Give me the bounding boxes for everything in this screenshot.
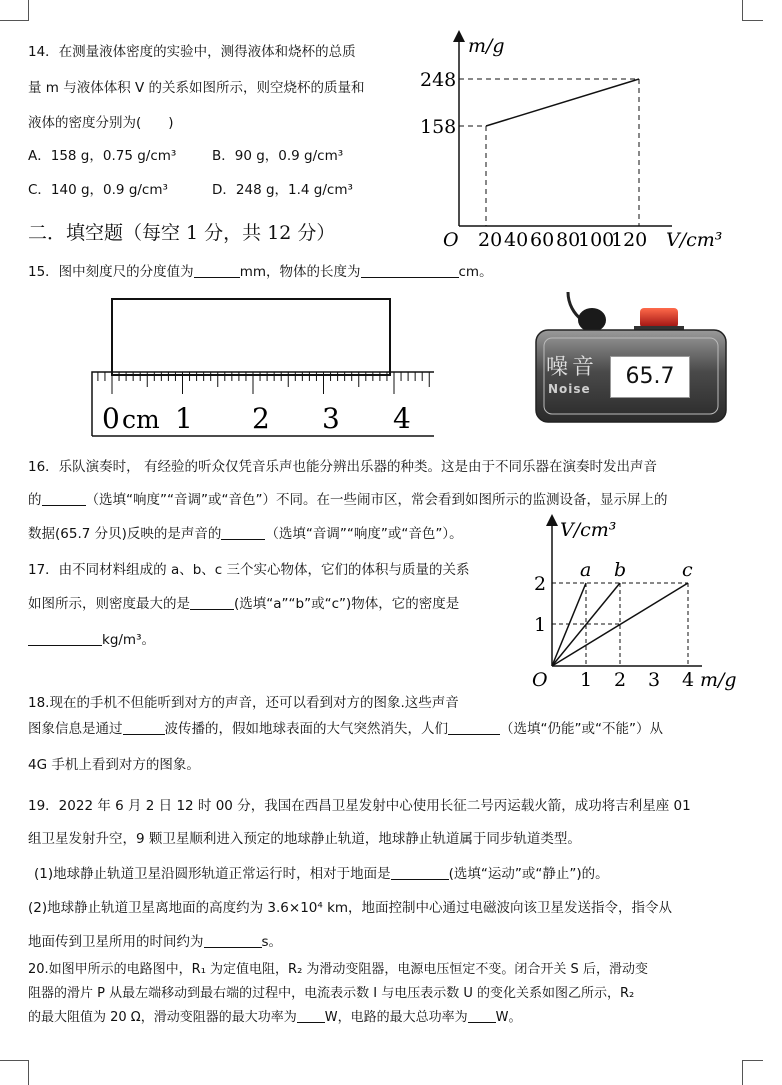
q19-part2-line2 xyxy=(28,932,282,952)
x-tick-120: 120 xyxy=(611,229,648,251)
y-axis-label: V/cm³ xyxy=(560,519,617,541)
q19-line1: 19．2022 年 6 月 2 日 12 时 00 分，我国在西昌卫星发射中心使用长征二号丙运载火箭，成功将吉利星座 01 xyxy=(28,798,691,814)
q17-blank-1 xyxy=(190,595,234,610)
q16-blank-1 xyxy=(42,491,86,506)
ruler-label-1: 1 xyxy=(175,402,193,435)
q16-line3b: （选填“音调”“响度”或“音色”）。 xyxy=(265,526,463,542)
q19-part2b: s。 xyxy=(261,934,283,950)
q18-line1: 18.现在的手机不但能听到对方的声音，还可以看到对方的图象.这些声音 xyxy=(28,695,459,711)
q14-line2: 量 m 与液体体积 V 的关系如图所示，则空烧杯的质量和 xyxy=(28,80,365,96)
q14-line1: 14．在测量液体密度的实验中，测得液体和烧杯的总质 xyxy=(28,44,356,60)
corner-mark-br xyxy=(742,1060,763,1085)
q15-after: cm。 xyxy=(458,264,493,280)
q19-blank-1 xyxy=(391,865,449,880)
q19-part2: (2)地球静止轨道卫星离地面的高度约为 3.6×10⁴ km，地面控制中心通过电磁波向该卫星发送指令，指令从 xyxy=(28,900,673,916)
x-tick-20: 20 xyxy=(478,229,503,251)
q20-blank-1 xyxy=(297,1008,325,1023)
origin-label: O xyxy=(532,669,548,691)
q20-line2: 阻器的滑片 P 从最左端移动到最右端的过程中，电流表示数 I 与电压表示数 U 的变化关系如图乙所示，R₂ xyxy=(28,986,635,1001)
q18-line2a: 图象信息是通过 xyxy=(28,721,123,737)
q18-line2b: 波传播的，假如地球表面的大气突然消失，人们 xyxy=(164,721,448,737)
q20-line3a: 的最大阻值为 20 Ω，滑动变阻器的最大功率为 xyxy=(28,1010,297,1025)
q19-part2a: 地面传到卫星所用的时间约为 xyxy=(28,934,204,950)
x-tick-80: 80 xyxy=(556,229,581,251)
q19-part1 xyxy=(34,864,609,884)
y-axis-label: m/g xyxy=(468,35,505,57)
x-axis-label: V/cm³ xyxy=(666,229,723,251)
y-tick-2: 2 xyxy=(534,573,547,595)
q20-blank-2 xyxy=(468,1008,496,1023)
data-line xyxy=(486,79,639,126)
q16-line3 xyxy=(28,524,463,544)
origin-label: O xyxy=(443,229,459,251)
x-tick-100: 100 xyxy=(578,229,615,251)
q18-line3: 4G 手机上看到对方的图象。 xyxy=(28,757,200,773)
q17-line1: 17．由不同材料组成的 a、b、c 三个实心物体，它们的体积与质量的关系 xyxy=(28,562,470,578)
x-tick-60: 60 xyxy=(530,229,555,251)
section-heading: 二．填空题（每空 1 分，共 12 分） xyxy=(28,222,336,244)
q17-line3 xyxy=(28,630,155,650)
y-tick-158: 158 xyxy=(420,116,457,138)
q15-blank-1 xyxy=(194,263,240,278)
meter-display xyxy=(610,356,690,398)
q20-line1: 20.如图甲所示的电路图中，R₁ 为定值电阻，R₂ 为滑动变阻器，电源电压恒定不变。闭合开关 S 后，滑动变 xyxy=(28,962,648,977)
q14-option-b: B．90 g，0.9 g/cm³ xyxy=(212,148,344,164)
q19-blank-2 xyxy=(204,933,262,948)
ruler-figure xyxy=(88,296,438,438)
meter-reading: 65.7 xyxy=(625,364,675,389)
corner-mark-tr xyxy=(742,0,763,21)
y-tick-1: 1 xyxy=(534,614,547,636)
q19-part1a: (1)地球静止轨道卫星沿圆形轨道正常运行时，相对于地面是 xyxy=(34,866,391,882)
q15-before: 15．图中刻度尺的分度值为 xyxy=(28,264,194,280)
q15-text xyxy=(28,262,493,282)
q17-line3-unit: kg/m³。 xyxy=(102,632,155,648)
microphone-icon xyxy=(578,308,606,332)
q14-option-a: A．158 g，0.75 g/cm³ xyxy=(28,148,177,164)
q20-line3b: W，电路的最大总功率为 xyxy=(324,1010,468,1025)
q16-line2a: 的 xyxy=(28,492,42,508)
corner-mark-bl xyxy=(0,1060,29,1085)
q19-part1b: (选填“运动”或“静止”)的。 xyxy=(448,866,609,882)
ruler-label-2: 2 xyxy=(252,402,270,435)
ruler-label-0: 0 xyxy=(102,402,120,435)
volume-mass-graph xyxy=(522,514,750,696)
q16-line1: 16．乐队演奏时， 有经验的听众仅凭音乐声也能分辨出乐器的种类。这是由于不同乐器在演奏时发出声音 xyxy=(28,459,657,475)
line-label-a: a xyxy=(580,559,592,581)
q20-line3c: W。 xyxy=(495,1010,522,1025)
corner-mark-tl xyxy=(0,0,29,21)
x-tick-3: 3 xyxy=(648,669,661,691)
q15-mid: mm，物体的长度为 xyxy=(239,264,361,280)
q16-line3a: 数据(65.7 分贝)反映的是声音的 xyxy=(28,526,222,542)
q14-line3: 液体的密度分别为( ) xyxy=(28,115,174,131)
ruler-unit: cm xyxy=(122,405,160,434)
q17-line2 xyxy=(28,594,459,614)
q17-line2a: 如图所示，则密度最大的是 xyxy=(28,596,190,612)
q17-line2b: (选填“a”“b”或“c”)物体，它的密度是 xyxy=(234,596,460,612)
x-axis-label: m/g xyxy=(700,669,737,691)
meter-label-cn: 噪音 xyxy=(546,355,599,380)
q16-line2b: （选填“响度”“音调”或“音色”）不同。在一些闹市区，常会看到如图所示的监测设备，显示屏上的 xyxy=(85,492,668,508)
q16-blank-2 xyxy=(221,525,265,540)
q16-line2 xyxy=(28,490,667,510)
mass-volume-graph xyxy=(410,28,740,253)
ruler-label-4: 4 xyxy=(393,402,411,435)
alarm-lamp-icon xyxy=(640,308,678,328)
x-tick-40: 40 xyxy=(504,229,529,251)
y-tick-248: 248 xyxy=(420,69,457,91)
x-tick-4: 4 xyxy=(682,669,695,691)
q20-line3 xyxy=(28,1008,521,1028)
q18-blank-2 xyxy=(448,720,500,735)
q14-option-c: C．140 g，0.9 g/cm³ xyxy=(28,182,168,198)
q19-line2: 组卫星发射升空，9 颗卫星顺利进入预定的地球静止轨道，地球静止轨道属于同步轨道类型。 xyxy=(28,831,581,847)
x-tick-2: 2 xyxy=(614,669,627,691)
line-label-b: b xyxy=(614,559,627,581)
measured-block xyxy=(112,299,390,375)
q15-blank-2 xyxy=(361,263,459,278)
q18-line2c: （选填“仍能”或“不能”）从 xyxy=(500,721,663,737)
q14-option-d: D．248 g，1.4 g/cm³ xyxy=(212,182,353,198)
q18-blank-1 xyxy=(123,720,165,735)
ruler-label-3: 3 xyxy=(322,402,340,435)
q18-line2 xyxy=(28,719,663,739)
line-label-c: c xyxy=(682,559,693,581)
meter-label-en: Noise xyxy=(548,382,591,396)
q17-blank-2 xyxy=(28,631,102,646)
noise-meter xyxy=(530,286,730,428)
x-tick-1: 1 xyxy=(580,669,593,691)
